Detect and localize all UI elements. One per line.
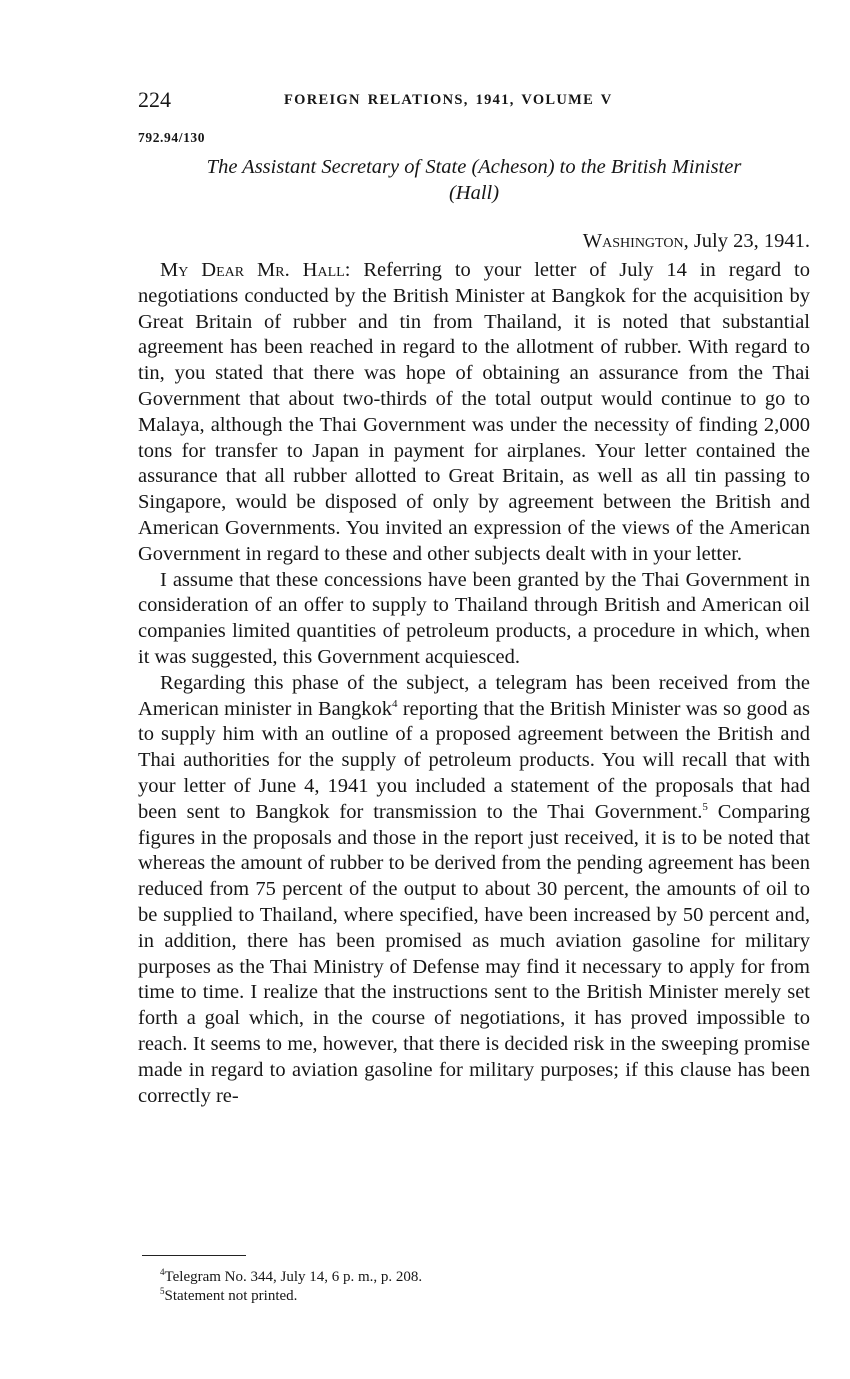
heading-line-1: The Assistant Secretary of State (Acheson) to the British Minister (206, 156, 742, 178)
letter-body (138, 258, 810, 1109)
file-number: 792.94/130 (138, 130, 206, 145)
footnote-4-text: Telegram No. 344, July 14, 6 p. m., p. 208. (164, 1269, 423, 1285)
heading-line-2: (Hall) (448, 182, 500, 204)
paragraph-1 (138, 258, 810, 568)
salutation (160, 259, 363, 281)
page-number: 224 (138, 87, 171, 112)
paragraph-3 (138, 671, 810, 1110)
running-head (138, 86, 810, 114)
dateline (138, 228, 810, 254)
paragraph-1-text: Referring to your letter of July 14 in regard to negotiations conducted by the British Minister at Bangkok for the acquisition by Great Britain of rubber and tin from Thailand, it is noted that substantial agreement has been reached in regard to the allotment of rubber. With regard to tin, you stated that there was hope of obtaining an assurance from the Thai Government that about two-thirds of the total output would continue to go to Malaya, although the Thai Government was under the necessity of finding 2,000 tons for transfer to Japan in payment for airplanes. Your letter contained the assurance that all rubber allotted to Great Britain, as well as all tin passing to Singapore, would be disposed of only by agreement between the British and American Governments. You invited an expression of the views of the American Government in regard to these and other subjects dealt with in your letter. (138, 259, 810, 565)
dateline-date: , July 23, 1941. (683, 230, 810, 252)
salutation-colon: : (344, 259, 364, 281)
paragraph-3-part-3: Comparing figures in the proposals and those in the report just received, it is to be noted that whereas the amount of rubber to be derived from the pending agreement has been reduced from 75 percent of the output to about 30 percent, the amounts of oil to be supplied to Thailand, where specified, have been increased by 50 percent and, in addition, there has been promised as much aviation gasoline for military purposes as the Thai Ministry of Defense may find it necessary to apply for from time to time. I realize that the instructions sent to the British Minister merely set forth a goal which, in the course of negotiations, it has proved impossible to reach. It seems to me, however, that there is decided risk in the sweeping promise made in regard to aviation gasoline for military purposes; if this clause has been correctly re- (138, 800, 810, 1107)
footnote-5-text: Statement not printed. (164, 1288, 298, 1304)
footnote-5 (160, 1287, 810, 1306)
salutation-name: My Dear Mr. Hall (160, 259, 345, 281)
paragraph-2: I assume that these concessions have been granted by the Thai Government in consideration of an offer to supply to Thailand through British and American oil companies limited quantities of petroleum products, a procedure in which, when it was suggested, this Government acquiesced. (138, 568, 810, 668)
footnote-rule (142, 1255, 246, 1256)
dateline-place: Washington (582, 230, 684, 252)
paragraph-3-part-1: Regarding this phase of the subject, a telegram has been received from the American minister in Bangkok (138, 671, 810, 720)
paragraph-3-part-2: reporting that the British Minister was so good as to supply him with an outline of a proposed agreement between the British and Thai authorities for the supply of petroleum products. You will recall that with your letter of June 4, 1941 you included a statement of the proposals that had been sent to Bangkok for transmission to the Thai Government. (138, 697, 810, 823)
footnote-4-number: 4 (160, 1267, 165, 1277)
footnote-ref-4: 4 (392, 697, 398, 710)
footnote-4 (160, 1268, 810, 1287)
running-title: FOREIGN RELATIONS, 1941, VOLUME V (284, 92, 613, 108)
document-heading (138, 154, 810, 206)
footnote-5-number: 5 (160, 1286, 165, 1296)
footnote-ref-5: 5 (702, 800, 708, 813)
footnotes (160, 1268, 810, 1306)
